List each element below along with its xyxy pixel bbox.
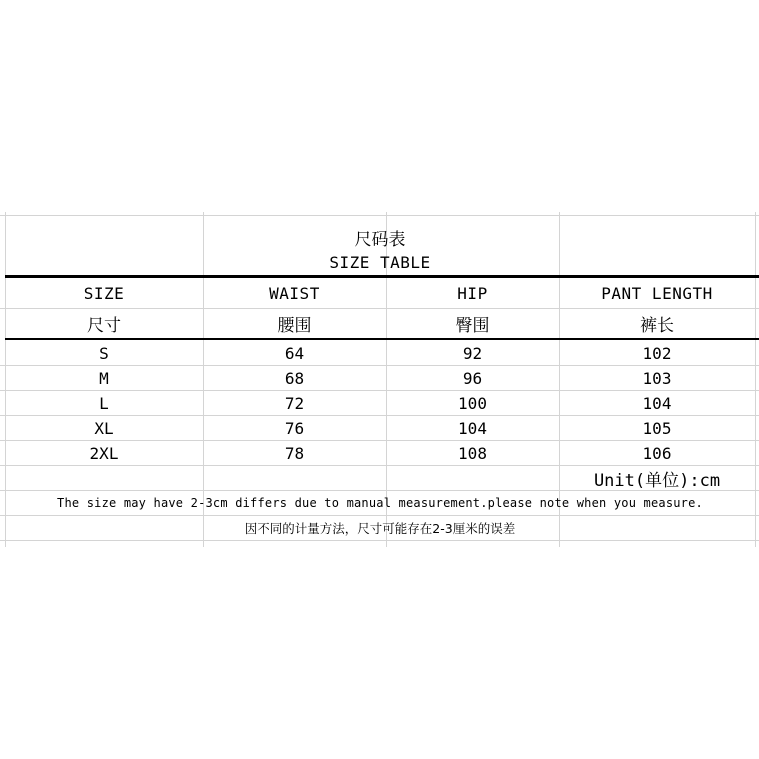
header-size-en: SIZE — [83, 283, 125, 303]
cell-waist: 78 — [284, 443, 305, 463]
unit-label: Unit(单位):cm — [593, 470, 721, 491]
cell-hip: 92 — [462, 343, 483, 363]
header-waist-en: WAIST — [269, 283, 320, 303]
cell-pant-length: 106 — [642, 443, 672, 463]
cell-size: XL — [94, 418, 114, 438]
header-hip-en: HIP — [457, 283, 488, 303]
cell-hip: 108 — [458, 443, 487, 463]
title-rule — [5, 275, 759, 278]
header-rule — [5, 338, 759, 340]
cell-size: 2XL — [89, 443, 119, 463]
grid-line — [0, 215, 759, 216]
cell-waist: 64 — [284, 343, 305, 363]
header-hip-cn: 臀围 — [455, 315, 490, 336]
measurement-note-en: The size may have 2-3cm differs due to manual measurement.please note when you measure. — [57, 496, 703, 510]
cell-waist: 72 — [284, 393, 305, 413]
grid-line — [755, 212, 756, 547]
cell-waist: 76 — [284, 418, 305, 438]
cell-pant-length: 102 — [642, 343, 672, 363]
cell-hip: 96 — [462, 368, 483, 388]
cell-pant-length: 104 — [642, 393, 672, 413]
cell-waist: 68 — [284, 368, 305, 388]
cell-hip: 104 — [458, 418, 487, 438]
cell-size: L — [99, 393, 109, 413]
table-title-cn: 尺码表 — [354, 229, 406, 250]
table-title-en: SIZE TABLE — [329, 252, 431, 272]
cell-pant-length: 105 — [642, 418, 672, 438]
cell-pant-length: 103 — [642, 368, 672, 388]
measurement-note-cn: 因不同的计量方法，尺寸可能存在2-3厘米的误差 — [244, 521, 516, 536]
header-size-cn: 尺寸 — [87, 315, 121, 336]
cell-size: S — [99, 343, 109, 363]
grid-line — [0, 540, 759, 541]
header-pant-length-en: PANT LENGTH — [601, 283, 713, 303]
cell-hip: 100 — [458, 393, 487, 413]
cell-size: M — [99, 368, 109, 388]
header-waist-cn: 腰围 — [277, 315, 312, 336]
grid-line — [0, 308, 759, 309]
header-pant-length-cn: 裤长 — [640, 315, 674, 336]
